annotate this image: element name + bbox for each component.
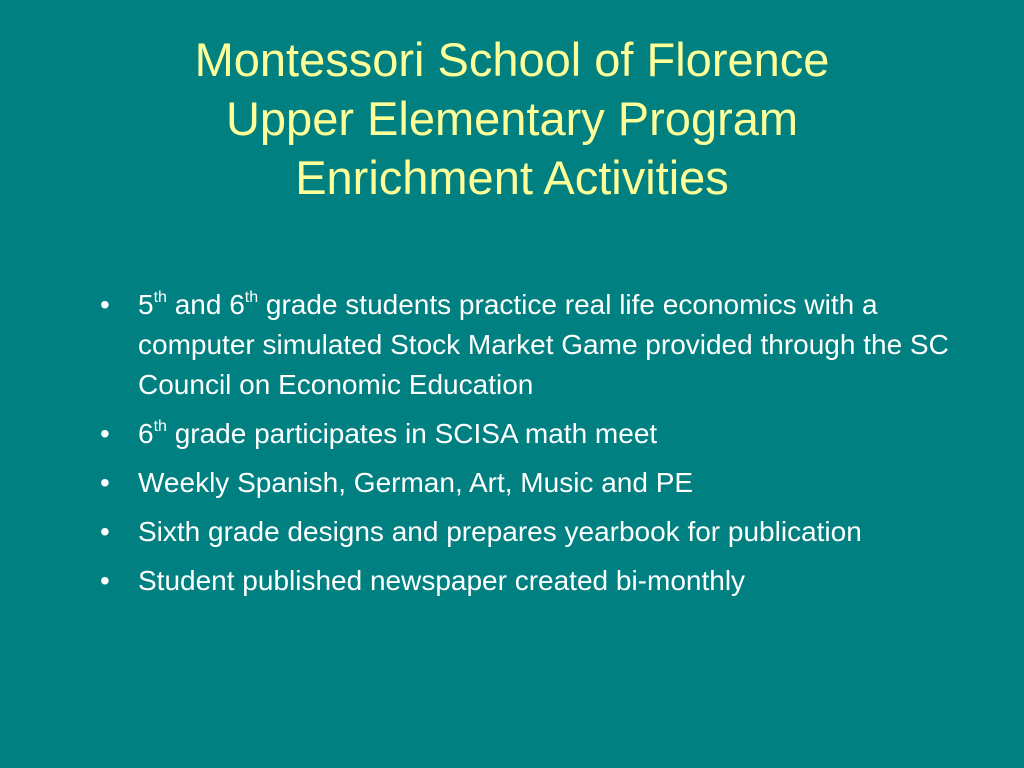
title-line-school: Montessori School of Florence (194, 33, 830, 86)
bullet-text: Sixth grade designs and prepares yearbook for publication (138, 516, 862, 547)
bullet-text: Weekly Spanish, German, Art, Music and PE (138, 467, 694, 498)
bullet-marker: • (100, 467, 110, 498)
bullet-marker: • (100, 289, 110, 320)
ordinal-suffix: th (153, 288, 167, 306)
bullet-number: 5 (138, 289, 154, 320)
bullet-item-weekly-classes (100, 463, 980, 503)
bullet-marker: • (100, 516, 110, 547)
bullet-text-part: and 6 (166, 289, 245, 320)
ordinal-suffix: th (244, 288, 259, 306)
title-line-activities: Enrichment Activities (295, 151, 729, 204)
bullet-number: 6 (138, 418, 154, 449)
bullet-text: Student published newspaper created bi-monthly (138, 565, 746, 596)
bullet-marker: • (100, 565, 110, 596)
bullet-list (100, 285, 980, 610)
ordinal-suffix: th (153, 417, 167, 435)
slide-title (60, 30, 964, 207)
bullet-item-newspaper (100, 561, 980, 601)
title-line-program: Upper Elementary Program (225, 92, 799, 145)
bullet-item-economics (100, 285, 980, 405)
bullet-item-yearbook (100, 512, 980, 552)
bullet-marker: • (100, 418, 110, 449)
bullet-item-math-meet (100, 414, 980, 454)
bullet-text: grade participates in SCISA math meet (166, 418, 658, 449)
bullet-text: grade students practice real life economics with a computer simulated Stock Market Game provided through the SC Council on Economic Education (138, 289, 949, 400)
